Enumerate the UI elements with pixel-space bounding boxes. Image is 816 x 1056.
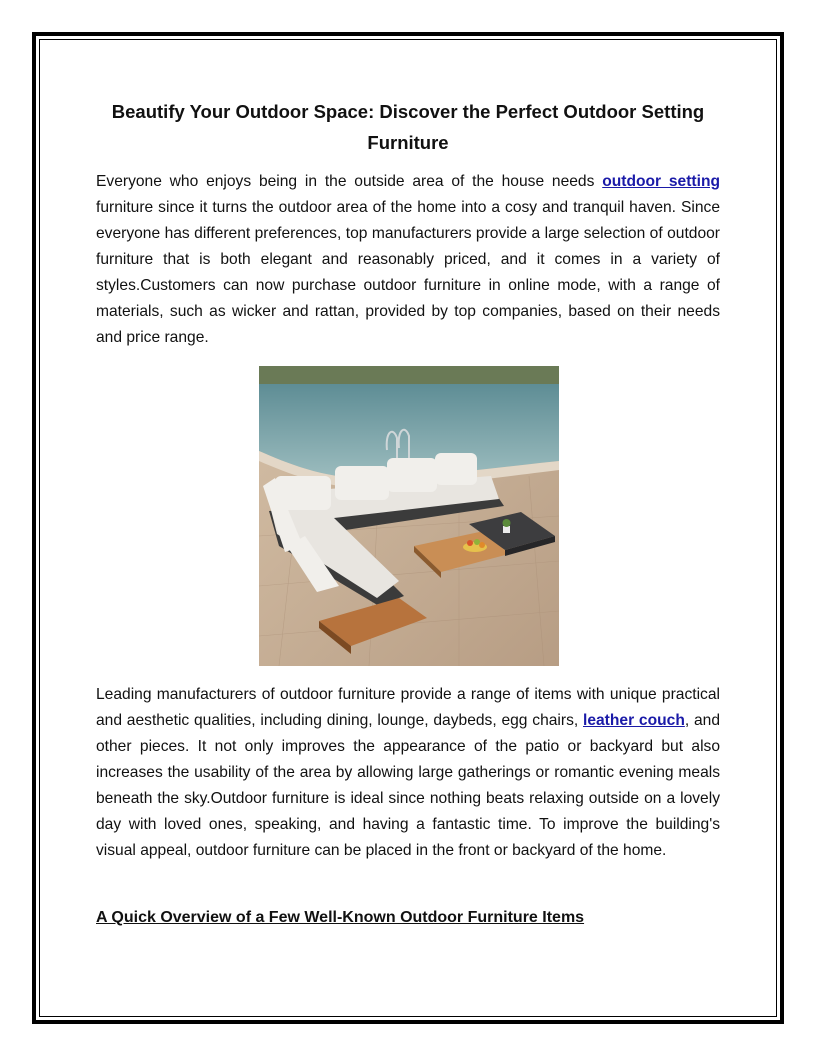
- outdoor-setting-link[interactable]: outdoor setting: [602, 173, 720, 190]
- potted-plant: [503, 519, 511, 533]
- body-paragraph: [96, 682, 720, 864]
- body-text-after: , and other pieces. It not only improves the appearance of the patio or backyard but also increases the usability of the area by allowing large gatherings or romantic evening meals beneath the sky.Outdoor furniture is ideal since nothing beats relaxing outside on a lovely day with loved ones, speaking, and having a fantastic time. To improve the building's visual appeal, outdoor furniture can be placed in the front or backyard of the home.: [96, 712, 721, 859]
- body-text-before: Leading manufacturers of outdoor furniture provide a range of items with unique practical and aesthetic qualities, including dining, lounge, daybeds, egg chairs,: [96, 686, 720, 729]
- intro-text-before: Everyone who enjoys being in the outside area of the house needs: [96, 173, 603, 190]
- page-title: Beautify Your Outdoor Space: Discover the Perfect Outdoor Setting Furniture: [111, 101, 705, 153]
- section-subheading: A Quick Overview of a Few Well-Known Outdoor Furniture Items: [96, 909, 585, 926]
- intro-paragraph: [96, 169, 720, 351]
- intro-text-after: furniture since it turns the outdoor area of the home into a cosy and tranquil haven. Since everyone has different preferences, top manufacturers provide a large selection of outdoor furniture that is both elegant and reasonably priced, and it comes in a variety of styles.Customers can now purchase outdoor furniture in online mode, with a range of materials, such as wicker and rattan, provided by top companies, based on their needs and price range.: [96, 199, 720, 346]
- outdoor-furniture-photo: [259, 366, 559, 666]
- leather-couch-link[interactable]: leather couch: [583, 712, 685, 729]
- background-trees: [259, 366, 559, 384]
